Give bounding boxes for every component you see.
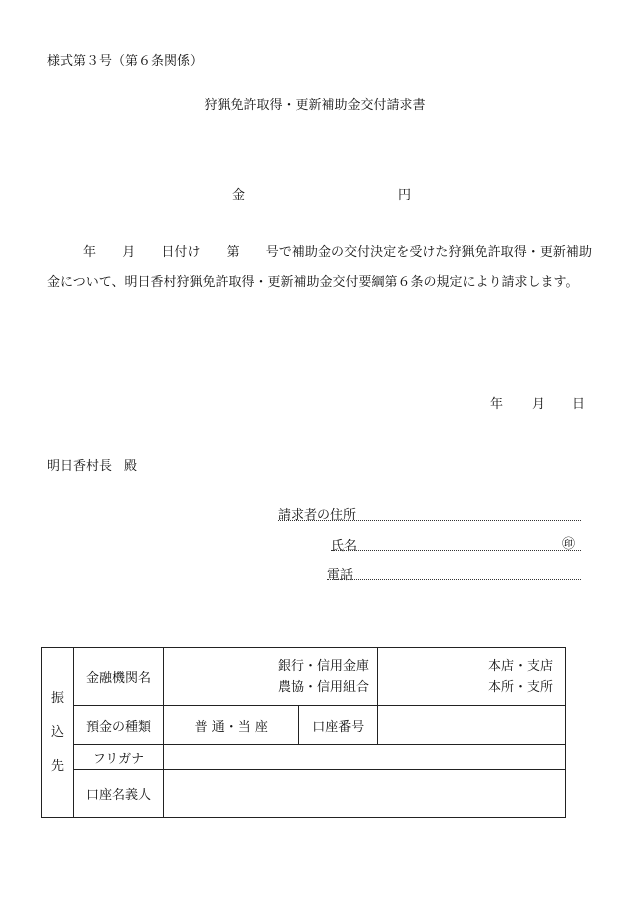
phone-field-line[interactable]	[327, 579, 581, 580]
request-paragraph	[47, 238, 592, 298]
request-paragraph-text: 年 月 日付け 第 号で補助金の交付決定を受けた狩猟免許取得・更新補助金について、明日香村狩猟免許取得・更新補助金交付要綱第６条の規定により請求します。	[47, 245, 592, 290]
transfer-destination-label	[42, 648, 74, 818]
table-row	[42, 770, 566, 818]
furigana-field[interactable]	[164, 745, 566, 770]
deposit-type-options[interactable]: 普 通・当 座	[164, 706, 299, 745]
table-row	[42, 648, 566, 706]
institution-label: 金融機関名	[74, 648, 164, 706]
side-char: 先	[50, 758, 64, 774]
seal-mark: ㊞	[562, 537, 576, 552]
table-row	[42, 706, 566, 745]
addressee	[47, 455, 137, 474]
table-row	[42, 745, 566, 770]
account-holder-label: 口座名義人	[74, 770, 164, 818]
branch-type-line: 本店・支店	[487, 658, 553, 674]
name-field-line[interactable]	[331, 550, 581, 551]
branch-type-line: 本所・支所	[487, 679, 553, 695]
side-char: 振	[50, 690, 64, 706]
amount-prefix: 金	[232, 188, 246, 203]
bank-type-options[interactable]	[164, 648, 378, 706]
furigana-label: フリガナ	[74, 745, 164, 770]
date-month-label: 月	[532, 397, 546, 412]
account-holder-field[interactable]	[164, 770, 566, 818]
bank-type-line: 農協・信用組合	[277, 679, 369, 695]
account-number-field[interactable]	[378, 706, 566, 745]
name-label: 氏名	[331, 539, 358, 554]
phone-label: 電話	[327, 568, 354, 583]
bank-type-line: 銀行・信用金庫	[277, 658, 369, 674]
addressee-name: 明日香村長	[47, 459, 113, 474]
addressee-honorific: 殿	[124, 459, 138, 474]
date-year-label: 年	[490, 397, 504, 412]
branch-type-options[interactable]	[378, 648, 566, 706]
date-day-label: 日	[572, 397, 586, 412]
side-char: 込	[50, 724, 64, 740]
amount-suffix: 円	[398, 188, 412, 203]
document-title: 狩猟免許取得・更新補助金交付請求書	[204, 98, 426, 113]
deposit-type-label: 預金の種類	[74, 706, 164, 745]
address-field-line[interactable]	[278, 520, 581, 521]
form-number: 様式第３号（第６条関係）	[47, 54, 204, 69]
address-label: 請求者の住所	[278, 508, 357, 523]
account-number-label: 口座番号	[299, 706, 378, 745]
bank-transfer-table	[41, 647, 566, 818]
